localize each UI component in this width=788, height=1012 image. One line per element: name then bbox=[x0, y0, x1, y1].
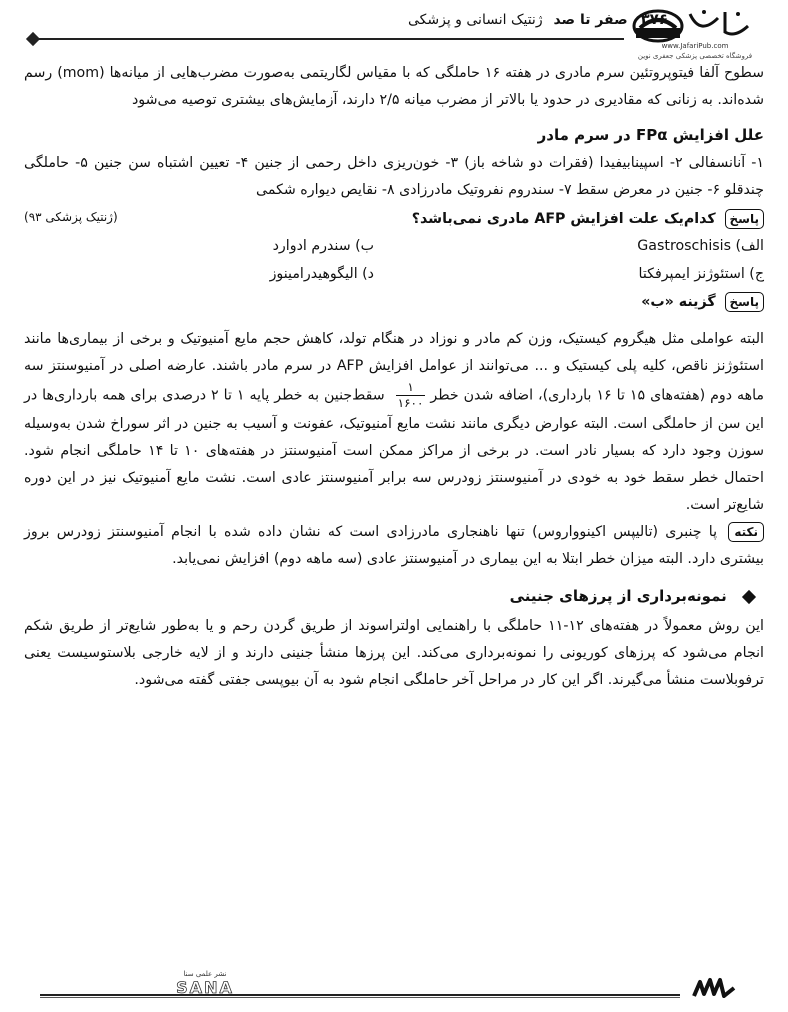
question bbox=[412, 209, 764, 229]
page-footer bbox=[0, 960, 788, 1012]
fraction-numerator: ۱ bbox=[396, 380, 426, 396]
header-diamond bbox=[26, 32, 40, 46]
logo-website: www.JafariPub.com bbox=[661, 42, 729, 50]
body-text-part-2: سقط‌جنین به خطر پایه ۱ تا ۲ درصدی برای همه بارداری‌ها در این سن از حاملگی است. البته عوارض دیگری مانند نشت مایع آمنیوتیک، عفونت و آسیب به جنین در اثر سوراخ شدن به‌وسیله سوزن وجود دارد که بسیار نادر است. در برخی از مراکز ممکن است آمنیوسنتز در هفته‌های ۱۰ تا ۱۴ حاملگی انجام شود. احتمال خطر سقط خود به خودی در آمنیوسنتز زودرس سه برابر آمنیوسنتز عادی است. نشت مایع آمنیوتیک نیز در این دوره شایع‌تر است. bbox=[24, 387, 764, 513]
diamond-bullet-icon bbox=[742, 589, 756, 603]
fraction-denominator: ۱۶۰۰ bbox=[397, 396, 424, 410]
causes-heading: علل افزایش FPα در سرم مادر bbox=[537, 126, 764, 144]
question-source: (ژنتیک پزشکی ۹۳) bbox=[24, 210, 118, 224]
jafari-logo-icon bbox=[630, 6, 760, 46]
page-number: ۳۷۶ bbox=[640, 10, 668, 28]
causes-list: ۱- آنانسفالی ۲- اسپینابیفیدا (فقرات دو شاخه باز) ۳- خون‌ریزی داخل رحمی از جنین ۴- تعیین اشتباه سن جنین ۵- حاملگی چندقلو ۶- جنین در معرض سقط ۷- سندروم نفروتیک مادرزادی ۸- نقایص دیواره شکمی bbox=[24, 155, 764, 198]
publisher-name: SANA bbox=[176, 978, 234, 997]
logo-shop-name: فروشگاه تخصصی پزشکی جعفری نوین bbox=[637, 52, 753, 60]
book-title: صفر تا صد bbox=[553, 12, 628, 28]
section-heading bbox=[24, 583, 764, 609]
question-badge: پاسخ bbox=[725, 209, 764, 229]
options-row-2 bbox=[24, 262, 764, 290]
option-b: ب) سندرم ادوارد bbox=[272, 238, 374, 254]
note-paragraph bbox=[24, 519, 764, 573]
page-content bbox=[24, 60, 764, 694]
option-d: د) الیگوهیدرامینوز bbox=[269, 266, 374, 282]
option-c: ج) استئوژنز ایمپرفکتا bbox=[638, 266, 764, 282]
question-line bbox=[24, 206, 764, 234]
section-title: نمونه‌برداری از پرزهای جنینی bbox=[509, 587, 727, 605]
question-text: کدام‌یک علت افزایش AFP مادری نمی‌باشد؟ bbox=[411, 211, 716, 227]
note-text: پا چنبری (تالیپس اکینوواروس) تنها ناهنجاری مادرزادی است که نشان داده شده با انجام آمنیوسنتز زودرس بروز بیشتری دارد. البته میزان خطر ابتلا به این بیماری در آمنیوسنتز عادی (سه ماهه دوم) افزایش نمی‌یابد. bbox=[24, 524, 764, 567]
options-row-1 bbox=[24, 234, 764, 262]
intro-paragraph: سطوح آلفا فیتوپروتئین سرم مادری در هفته ۱۶ حاملگی که با مقیاس لگاریتمی به‌صورت مضرب‌هایی از میانه‌ها (mom) رسم شده‌اند. به زنانی که مقادیری در حدود یا بالاتر از مضرب میانه ۲/۵ دارند، آزمایش‌های بیشتری توصیه می‌شود bbox=[24, 65, 764, 108]
footer-rule bbox=[40, 994, 680, 996]
publisher-mark bbox=[160, 970, 250, 997]
answer-badge: پاسخ bbox=[725, 292, 764, 312]
publisher-logo bbox=[630, 6, 760, 62]
note-badge: نکته bbox=[728, 522, 764, 542]
publisher-small-text: نشر علمی سنا bbox=[183, 970, 227, 978]
footer-rule-secondary bbox=[40, 997, 680, 998]
body-text-part-1: البته عواملی مثل هیگروم کیستیک، وزن کم مادر و نوزاد در هنگام تولد، کاهش حجم مایع آمنیوتیک و برخی از بیماری‌ها مانند استئوژنز ناقص، کلیه پلی کیستیک و ... می‌توانند از عوامل افزایش AFP در سرم مادر باشند. عارضه اصلی در آمنیوسنتز سه ماهه دوم (هفته‌های ۱۵ تا ۱۶ بارداری)، اضافه شدن خطر bbox=[24, 331, 765, 404]
book-subtitle: ژنتیک انسانی و پزشکی bbox=[407, 12, 543, 28]
page-header bbox=[0, 0, 788, 60]
section-paragraph: این روش معمولاً در هفته‌های ۱۲-۱۱ حاملگی با راهنمایی اولتراسوند از طریق گردن رحم و یا به‌طور شایع‌تر از طریق شکم انجام می‌شود که پرزهای کوریونی را نمونه‌برداری می‌کند. این پرزها منشأ جنینی دارند و از لایه خارجی بلاستوسیست یعنی ترفوبلاست منشأ می‌گیرند. اگر این کار در مراحل آخر حاملگی انجام شود به آن بیوپسی جفتی گفته می‌شود. bbox=[24, 618, 764, 688]
header-title bbox=[408, 10, 668, 28]
body-paragraph bbox=[24, 326, 764, 519]
publisher-logo-icon bbox=[690, 974, 740, 1004]
option-a: الف) Gastroschisis bbox=[637, 238, 764, 254]
header-rule bbox=[34, 38, 624, 40]
answer-text: گزینه «ب» bbox=[641, 294, 716, 310]
answer-line bbox=[24, 290, 764, 320]
risk-fraction bbox=[396, 380, 426, 411]
